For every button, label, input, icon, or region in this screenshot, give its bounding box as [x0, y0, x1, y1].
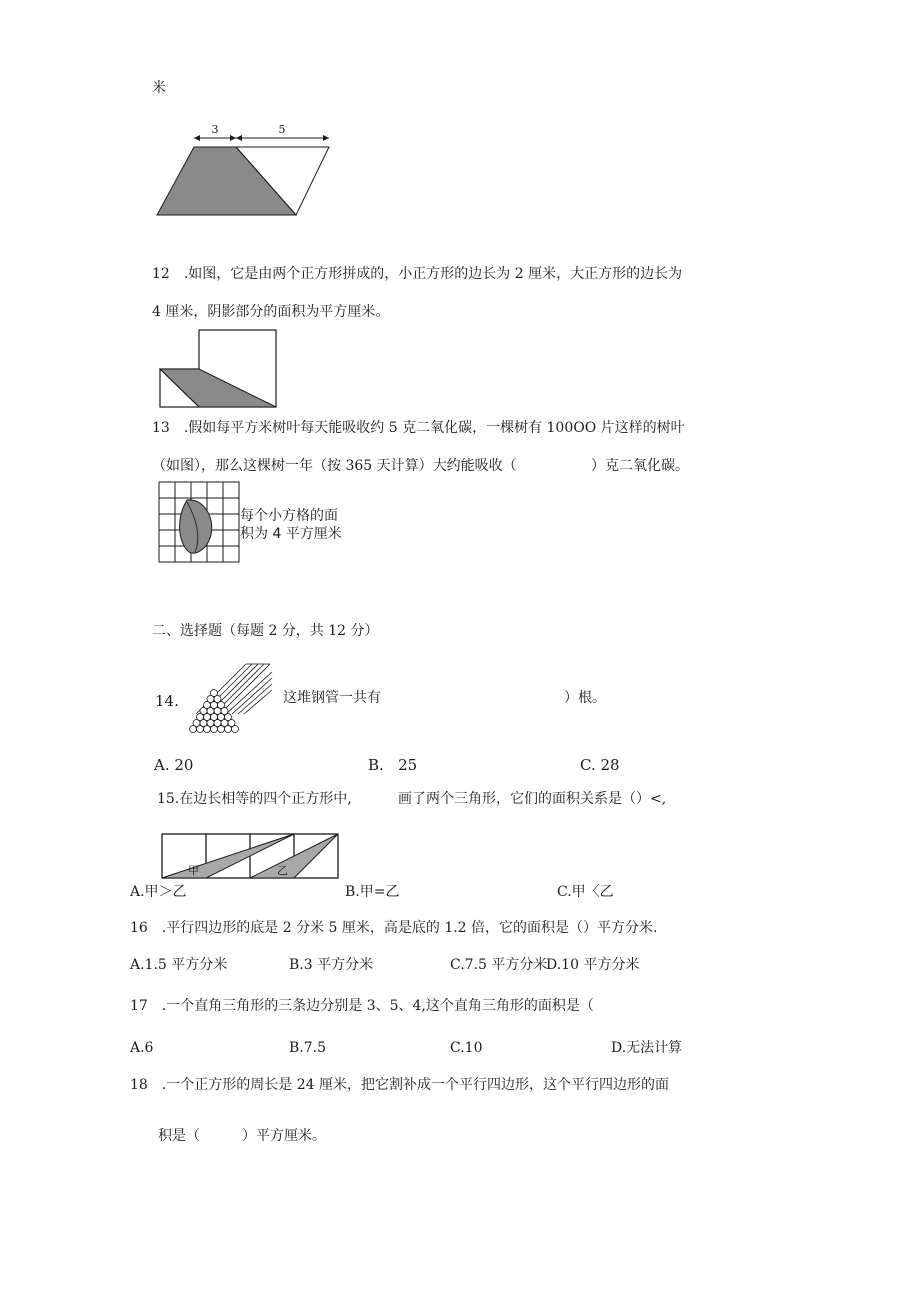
q13-line1: 13 .假如每平方米树叶每天能吸收约 5 克二氧化碳，一棵树有 100OO 片这样的树叶: [152, 420, 685, 436]
q16-text: 16 .平行四边形的底是 2 分米 5 厘米，高是底的 1.2 倍，它的面积是（）平方分米.: [130, 920, 658, 936]
q14-option-a[interactable]: A. 20: [154, 756, 194, 774]
q12-line2: 4 厘米，阴影部分的面积为平方厘米。: [152, 304, 390, 320]
q16-option-c[interactable]: C.7.5 平方分米: [450, 957, 548, 973]
continued-text: 米: [152, 80, 166, 96]
q16-option-d[interactable]: D.10 平方分米: [546, 957, 640, 973]
shaded-trapezoid: [157, 147, 296, 215]
q13-line2: （如图），那么这棵树一年（按 365 天计算）大约能吸收（: [152, 458, 517, 474]
q17-text: 17 .一个直角三角形的三条边分别是 3、5、4,这个直角三角形的面积是（: [130, 998, 594, 1014]
leaf-caption-line1: 每个小方格的面: [240, 508, 338, 524]
figure-leaf-grid: [157, 480, 247, 570]
q14-number: 14.: [155, 692, 179, 710]
q13-line2-end: ）克二氧化碳。: [591, 458, 689, 474]
label-jia: 甲: [188, 864, 199, 877]
q15-option-b[interactable]: B.甲=乙: [345, 884, 400, 900]
figure-trapezoid: [150, 120, 350, 220]
q14-text-end: ）根。: [564, 690, 606, 706]
q15-text-a: 15.在边长相等的四个正方形中,: [157, 791, 352, 807]
figure-four-squares-triangles: [160, 830, 345, 880]
q14-option-c[interactable]: C. 28: [580, 756, 620, 774]
leaf-caption-line2: 积为 4 平方厘米: [240, 526, 342, 542]
q17-option-b[interactable]: B.7.5: [289, 1040, 327, 1056]
q17-option-a[interactable]: A.6: [130, 1040, 154, 1056]
q18-line2: 积是（ ）平方厘米。: [158, 1128, 326, 1144]
q17-option-d[interactable]: D.无法计算: [611, 1040, 683, 1056]
steel-pipes-pile-icon: [188, 658, 288, 738]
q18-line1: 18 .一个正方形的周长是 24 厘米，把它割补成一个平行四边形，这个平行四边形的面: [130, 1077, 669, 1093]
q14-text: 这堆钢管一共有: [283, 690, 381, 706]
figure-two-squares: [158, 328, 288, 408]
q12-line1: 12 .如图，它是由两个正方形拼成的，小正方形的边长为 2 厘米，大正方形的边长为: [152, 266, 683, 282]
q14-option-b[interactable]: B. 25: [368, 756, 418, 774]
label-3: 3: [211, 123, 219, 136]
q15-option-c[interactable]: C.甲〈乙: [557, 884, 614, 900]
q15-text-b: 画了两个三角形，它们的面积关系是（）<,: [398, 791, 667, 807]
q17-option-c[interactable]: C.10: [450, 1040, 483, 1056]
q16-option-b[interactable]: B.3 平方分米: [289, 957, 374, 973]
q15-option-a[interactable]: A.甲＞乙: [130, 884, 187, 900]
label-yi: 乙: [277, 864, 288, 877]
q16-option-a[interactable]: A.1.5 平方分米: [130, 957, 228, 973]
shaded-region: [160, 369, 276, 407]
label-5: 5: [278, 123, 286, 136]
section-heading: 二、选择题（每题 2 分，共 12 分）: [152, 623, 379, 639]
